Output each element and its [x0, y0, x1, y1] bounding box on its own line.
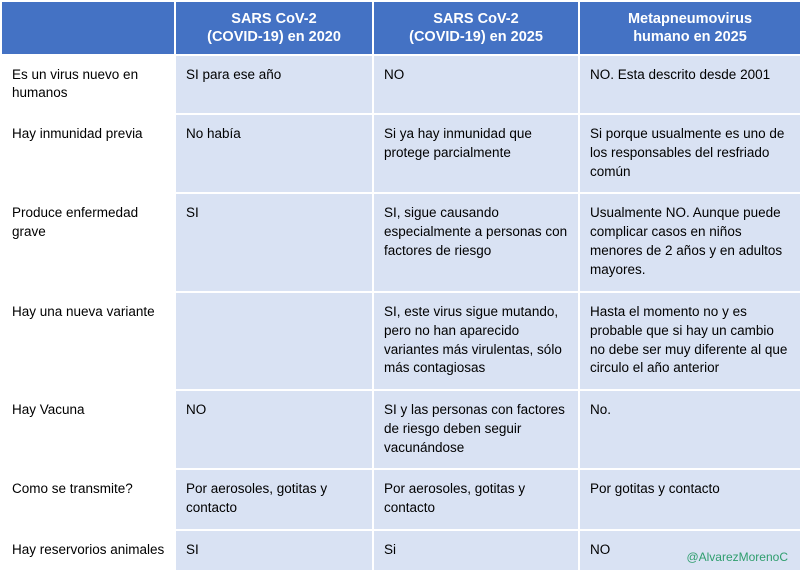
header-row [1, 1, 800, 55]
column-header-line-1: SARS CoV-2 [231, 11, 317, 27]
row-header-inmunidad-previa: Hay inmunidad previa [1, 114, 175, 193]
table-header [1, 1, 800, 55]
table-row [1, 114, 800, 193]
cell-nueva-variante-covid2025: SI, este virus sigue mutando, pero no han aparecido variantes más virulentas, sólo más contagiosas [373, 292, 579, 390]
cell-enfermedad-grave-metapneumovirus: Usualmente NO. Aunque puede complicar casos en niños menores de 2 años y en adultos mayores. [579, 193, 800, 291]
column-header-covid-2020 [175, 1, 373, 55]
column-header-metapneumovirus-2025 [579, 1, 800, 55]
column-header-line-2: (COVID-19) en 2025 [409, 29, 543, 46]
row-header-nueva-variante: Hay una nueva variante [1, 292, 175, 390]
table-body [1, 55, 800, 571]
cell-reservorios-covid2020: SI [175, 530, 373, 571]
cell-transmision-covid2025: Por aerosoles, gotitas y contacto [373, 469, 579, 529]
cell-reservorios-metapneumovirus: NO [579, 530, 800, 571]
table-row [1, 530, 800, 571]
row-header-enfermedad-grave: Produce enfermedad grave [1, 193, 175, 291]
cell-enfermedad-grave-covid2020: SI [175, 193, 373, 291]
table-row [1, 469, 800, 529]
cell-inmunidad-previa-metapneumovirus: Si porque usualmente es uno de los responsables del resfriado común [579, 114, 800, 193]
cell-enfermedad-grave-covid2025: SI, sigue causando especialmente a personas con factores de riesgo [373, 193, 579, 291]
column-header-covid-2025 [373, 1, 579, 55]
cell-vacuna-covid2020: NO [175, 390, 373, 469]
cell-virus-nuevo-covid2020: SI para ese año [175, 55, 373, 114]
author-watermark: @AlvarezMorenoC [686, 550, 788, 564]
row-header-reservorios-animales: Hay reservorios animales [1, 530, 175, 571]
column-header-line-1: SARS CoV-2 [433, 11, 519, 27]
cell-nueva-variante-metapneumovirus: Hasta el momento no y es probable que si hay un cambio no debe ser muy diferente al que circulo el año anterior [579, 292, 800, 390]
cell-virus-nuevo-metapneumovirus: NO. Esta descrito desde 2001 [579, 55, 800, 114]
row-header-transmision: Como se transmite? [1, 469, 175, 529]
table-row [1, 390, 800, 469]
table-row [1, 55, 800, 114]
column-header-line-2: humano en 2025 [633, 29, 747, 46]
cell-inmunidad-previa-covid2020: No había [175, 114, 373, 193]
cell-nueva-variante-covid2020 [175, 292, 373, 390]
column-header-line-1: Metapneumovirus [627, 11, 753, 27]
cell-virus-nuevo-covid2025: NO [373, 55, 579, 114]
cell-vacuna-metapneumovirus: No. [579, 390, 800, 469]
cell-transmision-metapneumovirus: Por gotitas y contacto [579, 469, 800, 529]
column-header-line-2: (COVID-19) en 2020 [207, 29, 341, 46]
cell-inmunidad-previa-covid2025: Si ya hay inmunidad que protege parcialmente [373, 114, 579, 193]
row-header-vacuna: Hay Vacuna [1, 390, 175, 469]
cell-vacuna-covid2025: SI y las personas con factores de riesgo deben seguir vacunándose [373, 390, 579, 469]
cell-transmision-covid2020: Por aerosoles, gotitas y contacto [175, 469, 373, 529]
row-header-virus-nuevo: Es un virus nuevo en humanos [1, 55, 175, 114]
header-corner-cell [1, 1, 175, 55]
table-row [1, 292, 800, 390]
table-row [1, 193, 800, 291]
cell-reservorios-covid2025: Si [373, 530, 579, 571]
